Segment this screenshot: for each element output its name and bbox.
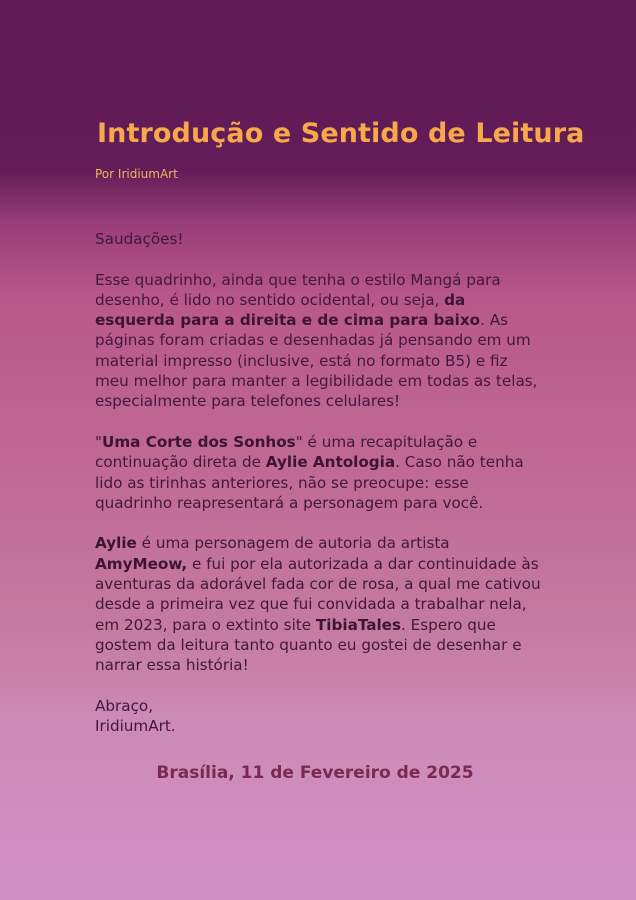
paragraph-reading-direction <box>95 270 545 412</box>
place-and-date: Brasília, 11 de Fevereiro de 2025 <box>156 763 474 783</box>
paragraph-character-credits <box>95 533 545 675</box>
bold-text-anthology-title: Aylie Antologia <box>265 453 396 472</box>
text-run: " <box>95 432 102 451</box>
page-title: Introdução e Sentido de Leitura <box>97 118 585 149</box>
text-run: . As páginas foram criadas e desenhadas já pensando em um material impresso (inclusive, está no formato B5) e fiz meu melhor para manter a legibilidade em todas as telas, especialmente para telefones celulares! <box>95 311 538 411</box>
paragraph-story-intro <box>95 432 545 513</box>
text-run: . Espero que gostem da leitura tanto quanto eu gostei de desenhar e narrar essa história! <box>95 615 522 675</box>
letter-body <box>95 229 545 736</box>
text-run: " é uma recapitulação e continuação direta de <box>95 432 478 472</box>
text-run: e fui por ela autorizada a dar continuidade às aventuras da adorável fada cor de rosa, a qual me cativou desde a primeira vez que fui convidada a trabalhar nela, em 2023, para o extinto site <box>95 554 541 634</box>
text-run: Esse quadrinho, ainda que tenha o estilo Mangá para desenho, é lido no sentido ocidental, ou seja, <box>95 270 501 309</box>
text-run: . Caso não tenha lido as tirinhas anteriores, não se preocupe: esse quadrinho reapresentará a personagem para você. <box>95 453 524 512</box>
closing: Abraço, <box>95 696 154 715</box>
bold-text-site-name: TibiaTales <box>315 615 402 634</box>
author-byline: Por IridiumArt <box>95 167 178 181</box>
bold-text-reading-direction: da esquerda para a direita e de cima para baixo <box>95 290 481 330</box>
bold-text-comic-title: Uma Corte dos Sonhos <box>102 432 296 451</box>
signature: IridiumArt. <box>95 717 176 736</box>
bold-text-artist-name: AmyMeow, <box>95 554 188 573</box>
bold-text-character-name: Aylie <box>95 534 137 553</box>
text-run: é uma personagem de autoria da artista <box>136 534 450 553</box>
greeting: Saudações! <box>95 230 184 248</box>
